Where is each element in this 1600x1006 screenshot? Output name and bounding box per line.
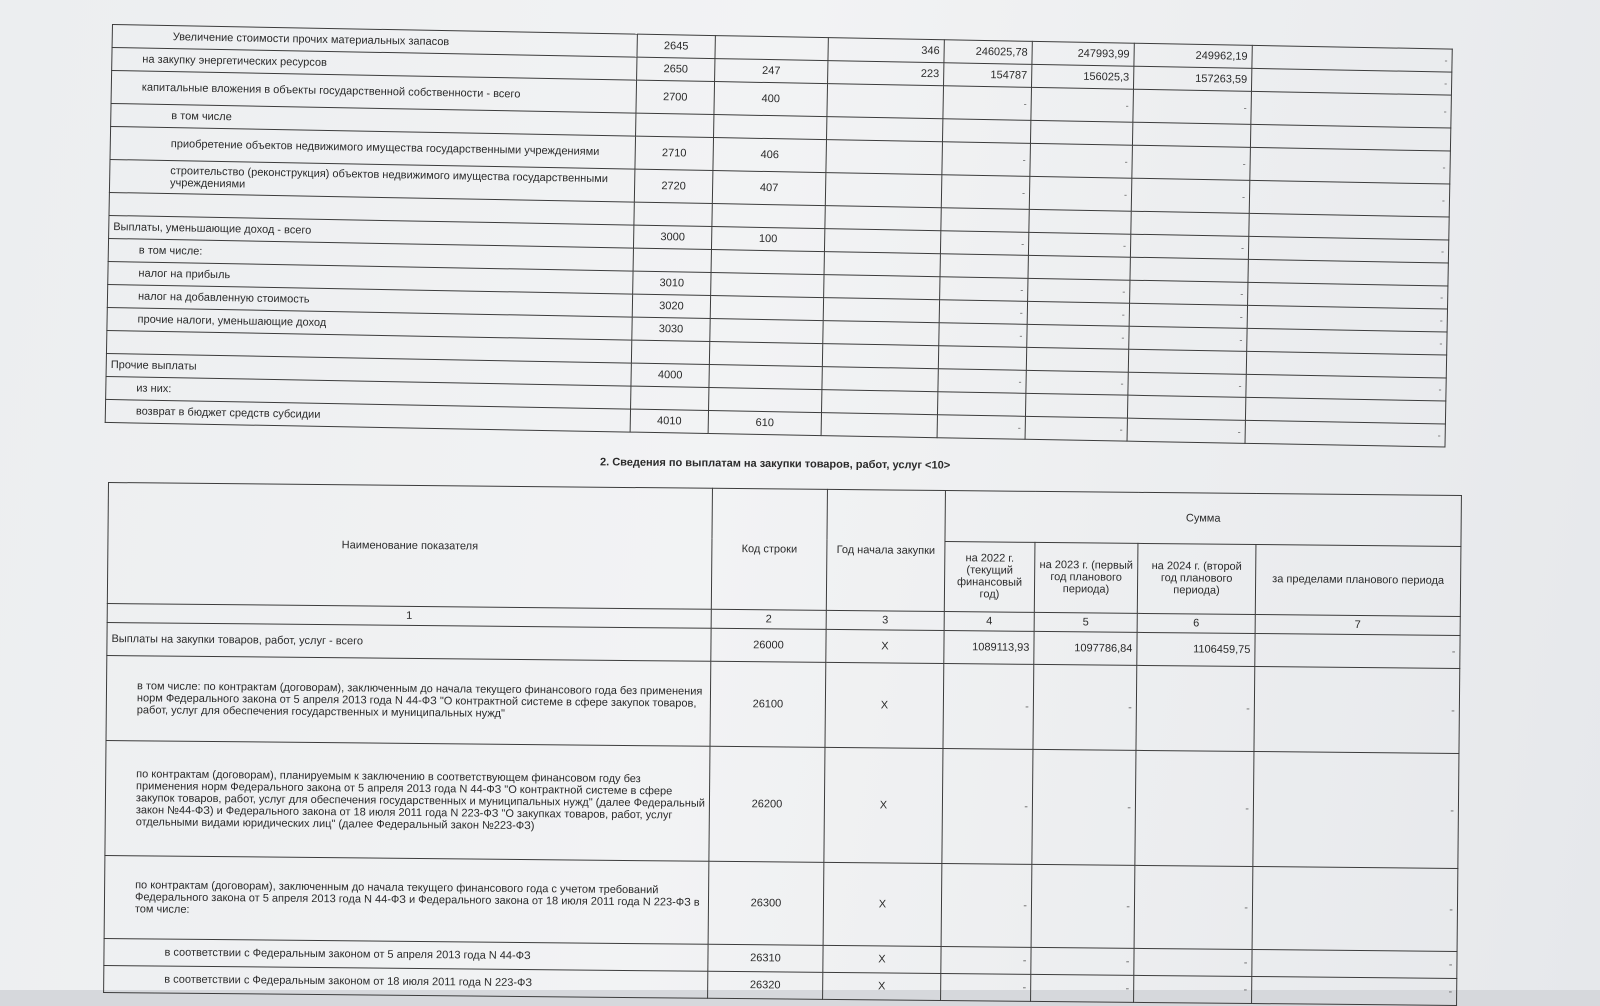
- row-value-2022: -: [937, 415, 1025, 440]
- column-number: 4: [944, 612, 1034, 632]
- row-label: Прочие выплаты: [106, 353, 631, 386]
- row-code: 2710: [635, 136, 714, 170]
- row-value-2022: [940, 254, 1028, 279]
- row-value-2023: -: [1025, 416, 1127, 441]
- row-value-2024: [1128, 349, 1246, 374]
- row-value-2024: -: [1130, 280, 1248, 305]
- row-code: 2645: [637, 34, 715, 58]
- row-value-2023: -: [1026, 370, 1128, 395]
- row-value-beyond: -: [1247, 305, 1447, 332]
- column-number: 5: [1034, 612, 1137, 632]
- row-value-2024: -: [1135, 750, 1254, 866]
- row-value-2022: 1089113,93: [944, 631, 1034, 665]
- row-value-2022: -: [940, 231, 1028, 256]
- row-label: налог на прибыль: [108, 261, 633, 294]
- table-row: [106, 655, 1460, 753]
- section-2-title: 2. Сведения по выплатам на закупки товаров, работ, услуг <10>: [599, 456, 951, 472]
- row-value-2024: 249962,19: [1134, 43, 1252, 68]
- row-code: 26310: [708, 944, 823, 972]
- table-row: [104, 855, 1458, 951]
- row-value-2024: [1127, 395, 1245, 420]
- row-code: 26200: [709, 746, 825, 862]
- row-value-2022: [942, 119, 1030, 144]
- row-label: налог на добавленную стоимость: [107, 284, 632, 317]
- row-value-beyond: -: [1248, 282, 1448, 309]
- row-value-2024: -: [1132, 145, 1251, 180]
- row-value-beyond: -: [1252, 950, 1457, 979]
- row-value-2024: -: [1134, 975, 1252, 1003]
- row-code: 3030: [632, 317, 710, 341]
- row-label: в том числе: по контрактам (договорам), заключенным до начала текущего финансового года без применения норм Федерального закона от 5 апреля 2013 года N 44-ФЗ "О контрактной системе в сфере закупок товаров, работ, услуг для обеспечения государственных и муниципальных нужд": [106, 655, 711, 746]
- row-value-2022: 246025,78: [944, 40, 1032, 65]
- row-kosgu: [821, 390, 937, 415]
- row-value-2022: -: [943, 664, 1034, 750]
- row-label: возврат в бюджет средств субсидии: [105, 399, 630, 432]
- row-value-2023: -: [1027, 301, 1129, 326]
- row-value-2022: -: [940, 277, 1028, 302]
- row-value-beyond: -: [1252, 45, 1452, 72]
- row-value-2024: 1106459,75: [1137, 632, 1255, 666]
- row-value-2024: -: [1134, 865, 1253, 949]
- row-label: в том числе:: [108, 238, 633, 271]
- row-value-beyond: -: [1247, 328, 1447, 355]
- row-value-2024: [1130, 257, 1248, 282]
- row-code: 4010: [630, 409, 708, 433]
- row-kosgu: 346: [828, 38, 944, 63]
- header-beyond: за пределами планового периода: [1255, 544, 1461, 616]
- row-value-2022: -: [941, 864, 1032, 948]
- row-label: на закупку энергетических ресурсов: [112, 48, 637, 81]
- row-value-beyond: -: [1250, 147, 1451, 184]
- payments-table: [105, 24, 1453, 448]
- row-kbk: [710, 319, 823, 344]
- row-kosgu: 223: [828, 61, 944, 86]
- row-value-2022: -: [939, 323, 1027, 348]
- row-kosgu: [824, 252, 940, 277]
- row-label: из них:: [106, 376, 631, 409]
- row-value-2022: -: [941, 175, 1030, 210]
- row-code: [634, 202, 712, 226]
- row-value-2023: 1097786,84: [1034, 631, 1137, 665]
- row-value-beyond: -: [1255, 634, 1460, 669]
- row-kosgu: [826, 140, 943, 175]
- row-value-beyond: -: [1245, 420, 1445, 447]
- row-value-2024: -: [1127, 418, 1245, 443]
- row-value-2023: [1030, 120, 1132, 145]
- row-kbk: [711, 273, 824, 298]
- table-row: [105, 740, 1459, 868]
- row-value-2024: -: [1134, 948, 1252, 976]
- row-kbk: [710, 296, 823, 321]
- row-kbk: [715, 36, 828, 61]
- row-value-2023: -: [1032, 749, 1136, 865]
- row-value-2023: -: [1031, 864, 1135, 948]
- row-code: 26000: [711, 628, 826, 662]
- row-value-2024: -: [1130, 234, 1248, 259]
- row-kbk: [711, 250, 824, 275]
- column-number: 1: [107, 603, 711, 628]
- row-kosgu: [824, 229, 940, 254]
- column-number: 3: [826, 610, 944, 630]
- row-value-beyond: -: [1254, 667, 1460, 754]
- row-value-2022: 154787: [944, 63, 1032, 88]
- row-start-year: Х: [823, 862, 942, 946]
- row-value-2023: [1029, 209, 1131, 234]
- row-code: 26300: [708, 861, 824, 945]
- procurement-table: [103, 482, 1462, 1006]
- row-label: Выплаты на закупки товаров, работ, услуг - всего: [107, 622, 711, 661]
- row-code: [633, 248, 711, 272]
- row-value-2023: -: [1031, 947, 1134, 975]
- row-value-2022: -: [941, 947, 1031, 975]
- row-kosgu: [824, 275, 940, 300]
- row-kbk: [709, 387, 822, 412]
- row-label: приобретение объектов недвижимого имущества государственными учреждениями: [110, 126, 636, 169]
- row-value-2023: -: [1028, 278, 1130, 303]
- row-value-2023: [1028, 255, 1130, 280]
- row-code: 2720: [634, 169, 713, 203]
- row-value-2023: -: [1031, 87, 1134, 122]
- row-value-2024: 157263,59: [1133, 66, 1251, 91]
- row-label: прочие налоги, уменьшающие доход: [107, 307, 632, 340]
- row-value-beyond: -: [1252, 977, 1457, 1006]
- row-value-2024: -: [1129, 303, 1247, 328]
- row-kbk: [714, 115, 827, 140]
- row-value-2022: -: [939, 300, 1027, 325]
- header-code: Код строки: [711, 488, 827, 610]
- row-value-beyond: -: [1248, 236, 1448, 263]
- row-start-year: Х: [825, 662, 944, 748]
- row-label: строительство (реконструкция) объектов недвижимого имущества государственными учреждениями: [109, 159, 635, 202]
- row-code: [636, 113, 714, 137]
- row-value-2024: [1131, 211, 1249, 236]
- row-value-2024: -: [1131, 178, 1250, 213]
- row-label: по контрактам (договорам), планируемым к заключению в соответствующем финансовом году без применения норм Федерального закона от 5 апреля 2013 года N 44-ФЗ "О контрактной системе в сфере закупок товаров, работ, услуг для обеспечения государственных и муниципальных нужд" (далее Федеральный закон №44-ФЗ) и Федерального закона от 18 июля 2011 года N 223-ФЗ "О закупках товаров, работ, услуг отдельными видами юридических лиц" (далее Федеральный закон №223-ФЗ): [105, 740, 710, 861]
- row-label: в соответствии с Федеральным законом от 18 июля 2011 года N 223-ФЗ: [104, 965, 708, 998]
- row-kbk: [712, 204, 825, 229]
- row-value-2023: 156025,3: [1031, 64, 1133, 89]
- row-value-2022: -: [942, 142, 1031, 177]
- row-kbk: 100: [711, 227, 824, 252]
- header-name: Наименование показателя: [107, 483, 712, 610]
- row-kosgu: [822, 367, 938, 392]
- row-value-beyond: -: [1249, 180, 1450, 217]
- row-value-2023: -: [1030, 143, 1133, 178]
- row-code: 4000: [631, 363, 709, 387]
- row-kosgu: [822, 344, 938, 369]
- row-label: по контрактам (договорам), заключенным до начала текущего финансового года с учетом требований Федерального закона от 5 апреля 2013 года N 44-ФЗ и Федерального закона от 18 июля 2011 года N 223-ФЗ в том числе:: [104, 855, 709, 944]
- row-code: 26320: [708, 971, 823, 999]
- row-value-2022: [941, 208, 1029, 233]
- row-kosgu: [827, 84, 944, 119]
- column-number: 2: [711, 609, 826, 629]
- row-start-year: Х: [826, 629, 944, 663]
- row-value-2023: -: [1027, 324, 1129, 349]
- row-value-beyond: -: [1253, 752, 1459, 869]
- row-code: 3020: [632, 294, 710, 318]
- row-label: Выплаты, уменьшающие доход - всего: [109, 215, 634, 248]
- row-code: [631, 386, 709, 410]
- row-start-year: Х: [823, 972, 941, 1000]
- row-value-2023: -: [1029, 176, 1132, 211]
- row-code: 2700: [636, 80, 715, 114]
- row-kbk: [709, 365, 822, 390]
- header-sum: Сумма: [945, 491, 1461, 547]
- row-kosgu: [827, 117, 943, 142]
- row-value-2023: -: [1031, 974, 1134, 1002]
- row-label: в том числе: [111, 103, 636, 136]
- row-code: 3000: [633, 225, 711, 249]
- row-kbk: 247: [715, 59, 828, 84]
- row-value-beyond: -: [1246, 374, 1446, 401]
- row-value-2022: [937, 392, 1025, 417]
- header-2022: на 2022 г. (текущий финансовый год): [944, 541, 1035, 612]
- row-kbk: 406: [713, 138, 827, 173]
- row-kosgu: [825, 206, 941, 231]
- row-value-2022: -: [942, 749, 1033, 865]
- row-value-2023: [1025, 393, 1127, 418]
- row-code: 2650: [637, 57, 715, 81]
- row-start-year: Х: [824, 747, 943, 863]
- column-number: 7: [1255, 615, 1460, 636]
- header-2024: на 2024 г. (второй год планового периода): [1137, 543, 1256, 614]
- row-value-beyond: -: [1251, 91, 1452, 128]
- row-value-2023: 247993,99: [1032, 41, 1134, 66]
- row-value-2024: -: [1133, 89, 1252, 124]
- header-year: Год начала закупки: [826, 489, 945, 611]
- row-kbk: [709, 342, 822, 367]
- row-value-2024: -: [1129, 326, 1247, 351]
- row-kbk: 407: [712, 171, 826, 206]
- row-value-2022: -: [943, 86, 1032, 121]
- row-code: [631, 340, 709, 364]
- row-value-2023: [1026, 347, 1128, 372]
- row-value-beyond: -: [1252, 867, 1458, 952]
- row-code: 3010: [633, 271, 711, 295]
- row-kosgu: [823, 298, 939, 323]
- row-kbk: 400: [714, 82, 828, 117]
- column-number: 6: [1137, 613, 1255, 633]
- row-value-2024: -: [1136, 665, 1255, 751]
- row-value-2024: -: [1128, 372, 1246, 397]
- header-2023: на 2023 г. (первый год планового периода): [1034, 542, 1138, 613]
- row-label: капитальные вложения в объекты государственной собственности - всего: [111, 71, 637, 114]
- row-value-2022: [938, 346, 1026, 371]
- row-label: в соответствии с Федеральным законом от 5 апреля 2013 года N 44-ФЗ: [104, 938, 708, 971]
- row-value-2024: [1132, 122, 1250, 147]
- row-label: Увеличение стоимости прочих материальных запасов: [112, 25, 637, 58]
- row-kbk: 610: [708, 410, 821, 435]
- row-value-2023: -: [1033, 664, 1137, 750]
- row-value-beyond: -: [1251, 68, 1451, 95]
- row-kosgu: [821, 413, 937, 438]
- row-value-2022: -: [938, 369, 1026, 394]
- row-value-2022: -: [941, 974, 1031, 1002]
- row-code: 26100: [710, 661, 826, 747]
- row-value-2023: -: [1028, 232, 1130, 257]
- row-kosgu: [823, 321, 939, 346]
- row-start-year: Х: [823, 945, 941, 973]
- row-kosgu: [825, 173, 942, 208]
